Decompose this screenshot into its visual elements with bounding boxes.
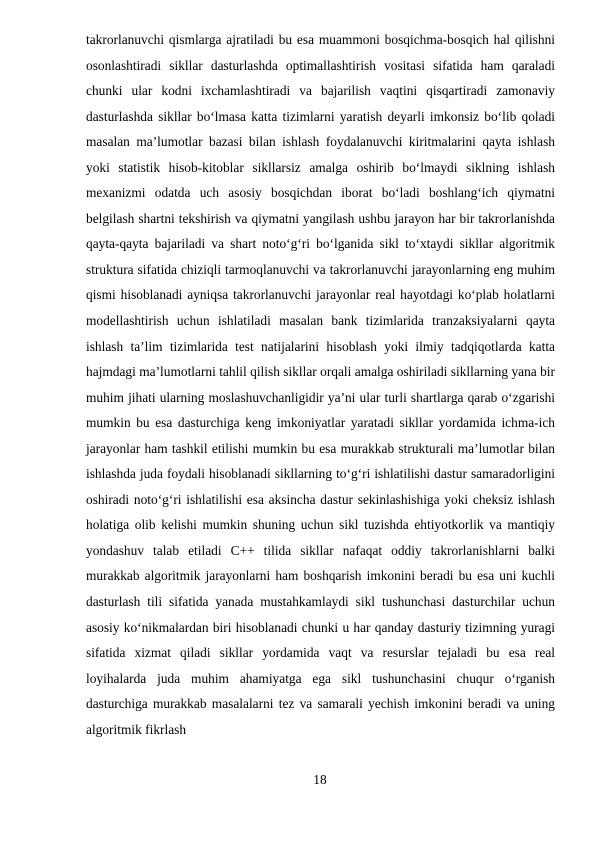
page-number: 18 <box>313 772 327 787</box>
body-paragraph: takrorlanuvchi qismlarga ajratiladi bu esa muammoni bosqichma-bosqich hal qilishni osonlashtiradi sikllar dasturlashda optimallashtirish vositasi sifatida ham qaraladi chunki ular kodni ixchamlashtiradi va bajarilish vaqtini qisqartiradi zamonaviy dasturlashda sikllar bo‘lmasa katta tizimlarni yaratish deyarli imkonsiz bo‘lib qoladi masalan ma’lumotlar bazasi bilan ishlash foydalanuvchi kiritmalarini qayta ishlash yoki statistik hisob-kitoblar sikllarsiz amalga oshirib bo‘lmaydi siklning ishlash mexanizmi odatda uch asosiy bosqichdan iborat bo‘ladi boshlang‘ich qiymatni belgilash shartni tekshirish va qiymatni yangilash ushbu jarayon har bir takrorlanishda qayta-qayta bajariladi va shart noto‘g‘ri bo‘lganida sikl to‘xtaydi sikllar algoritmik struktura sifatida chiziqli tarmoqlanuvchi va takrorlanuvchi jarayonlarning eng muhim qismi hisoblanadi ayniqsa takrorlanuvchi jarayonlar real hayotdagi ko‘plab holatlarni modellashtirish uchun ishlatiladi masalan bank tizimlarida tranzaksiyalarni qayta ishlash ta’lim tizimlarida test natijalarini hisoblash yoki ilmiy tadqiqotlarda katta hajmdagi ma’lumotlarni tahlil qilish sikllar orqali amalga oshiriladi sikllarning yana bir muhim jihati ularning moslashuvchanligidir ya’ni ular turli shartlarga qarab o‘zgarishi mumkin bu esa dasturchiga keng imkoniyatlar yaratadi sikllar yordamida ichma-ich jarayonlar ham tashkil etilishi mumkin bu esa murakkab strukturali ma’lumotlar bilan ishlashda juda foydali hisoblanadi sikllarning to‘g‘ri ishlatilishi dastur samaradorligini oshiradi noto‘g‘ri ishlatilishi esa aksincha dastur sekinlashishiga yoki cheksiz ishlash holatiga olib kelishi mumkin shuning uchun sikl tuzishda ehtiyotkorlik va mantiqiy yondashuv talab etiladi C++ tilida sikllar nafaqat oddiy takrorlanishlarni balki murakkab algoritmik jarayonlarni ham boshqarish imkonini beradi bu esa uni kuchli dasturlash tili sifatida yanada mustahkamlaydi sikl tushunchasi dasturchilar uchun asosiy ko‘nikmalardan biri hisoblanadi chunki u har qanday dasturiy tizimning yuragi sifatida xizmat qiladi sikllar yordamida vaqt va resurslar tejaladi bu esa real loyihalarda juda muhim ahamiyatga ega sikl tushunchasini chuqur o‘rganish dasturchiga murakkab masalalarni tez va samarali yechish imkonini beradi va uning algoritmik fikrlash <box>86 32 555 737</box>
